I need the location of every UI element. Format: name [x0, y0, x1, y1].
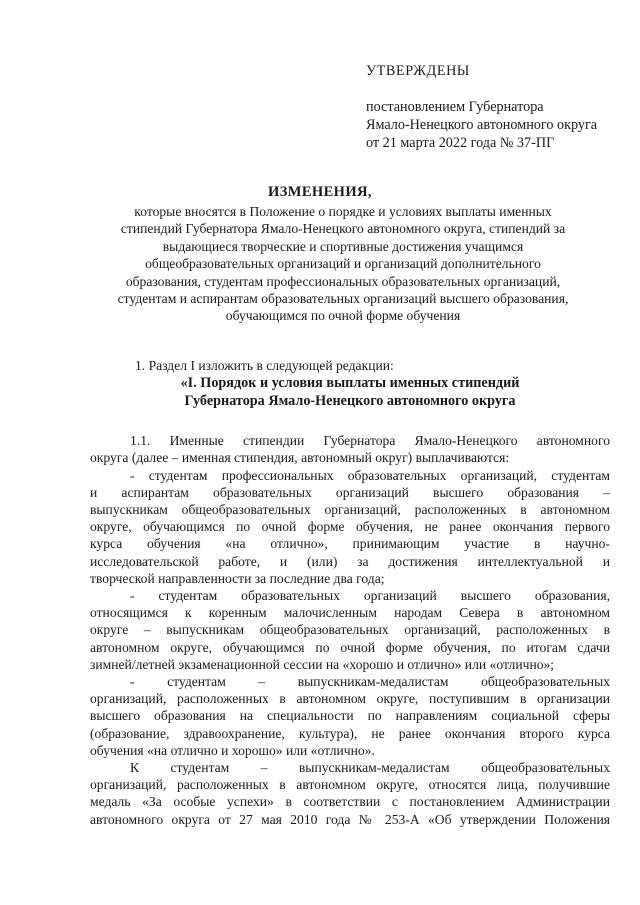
approval-block	[366, 62, 597, 152]
text-line: округе, обучающимся по очной форме обучения, не ранее окончания первого	[90, 519, 610, 535]
paragraph-1-1	[90, 432, 610, 466]
text-line: творческой направленности за последние два года;	[90, 570, 385, 586]
subtitle-line: обучающимся по очной форме обучения	[225, 308, 461, 324]
text-line: исследовательской работе, и (или) за достижения интеллектуальной и	[90, 553, 610, 569]
text-line: К студентам – выпускникам-медалистам общеобразовательных	[130, 760, 610, 776]
text-line: округа (далее – именная стипендия, автономный округ) выплачиваются:	[90, 450, 510, 466]
subtitle-line: образования, студентам профессиональных образовательных организаций,	[125, 273, 561, 289]
item-1: 1. Раздел I изложить в следующей редакции:	[135, 358, 394, 373]
approval-line: от 21 марта 2022 года № 37-ПГ	[366, 135, 555, 151]
paragraph-students-medalists	[90, 673, 610, 759]
subtitle-line: общеобразовательных организаций и организаций дополнительного	[145, 256, 541, 272]
paragraph-students-professional	[90, 467, 610, 587]
approval-line: постановлением Губернатора	[366, 99, 544, 115]
subtitle-line: которые вносятся в Положение о порядке и условиях выплаты именных	[134, 204, 552, 219]
text-line: (образование, здравоохранение, культура), не ранее окончания второго курса	[90, 725, 610, 741]
section-title-line: Губернатора Ямало-Ненецкого автономного округа	[184, 393, 516, 410]
text-line: зимней/летней экзаменационной сессии на «хорошо и отлично» или «отлично»;	[90, 656, 555, 672]
text-line: относящимся к коренным малочисленным народам Севера в автономном	[90, 605, 610, 621]
text-line: автономного округа от 27 мая 2010 года № 253-А «Об утверждении Положения	[90, 811, 610, 827]
text-line: автономном округе, обучающимся по очной форме обучения, по итогам сдачи	[90, 639, 610, 655]
document-body	[90, 357, 610, 828]
changes-title: ИЗМЕНЕНИЯ,	[268, 184, 372, 200]
text-line: и аспирантам образовательных организаций высшего образования –	[90, 484, 610, 500]
subtitle-line: выдающиеся творческие и спортивные достижения учащимся	[162, 238, 524, 254]
subtitle-line: студентам и аспирантам образовательных организаций высшего образования,	[117, 291, 569, 307]
text-line: округе – выпускникам общеобразовательных организаций, расположенных в	[90, 622, 610, 638]
section-title	[90, 374, 610, 410]
paragraph-medalists-definition	[90, 759, 610, 828]
text-line: организаций, расположенных в автономном округе, поступившим в организации	[90, 691, 610, 707]
text-line: высшего образования на специальности по направлениям социальной сферы	[90, 708, 610, 724]
text-line: - студентам профессиональных образовательных организаций, студентам	[130, 467, 610, 483]
text-line: организаций, расположенных в автономном округе, относятся лица, получившие	[90, 777, 610, 793]
text-line: - студентам образовательных организаций высшего образования,	[130, 588, 610, 604]
text-line: медаль «За особые успехи» в соответствии с постановлением Администрации	[90, 794, 610, 810]
section-title-line: «I. Порядок и условия выплаты именных стипендий	[180, 375, 520, 392]
text-line: обучения «на отлично и хорошо» или «отлично».	[90, 742, 375, 758]
changes-subtitle	[88, 203, 598, 325]
approval-heading: УТВЕРЖДЕНЫ	[366, 63, 470, 79]
text-line: выпускникам общеобразовательных организаций, расположенных в автономном	[90, 502, 610, 518]
approval-line: Ямало-Ненецкого автономного округа	[366, 117, 598, 133]
paragraph-students-indigenous	[90, 587, 610, 673]
subtitle-line: стипендий Губернатора Ямало-Ненецкого автономного округа, стипендий за	[120, 221, 566, 237]
text-line: 1.1. Именные стипендии Губернатора Ямало-Ненецкого автономного	[130, 433, 610, 449]
text-line: курса обучения «на отлично», принимающим участие в научно-	[90, 536, 610, 552]
text-line: - студентам – выпускникам-медалистам общеобразовательных	[130, 674, 610, 690]
